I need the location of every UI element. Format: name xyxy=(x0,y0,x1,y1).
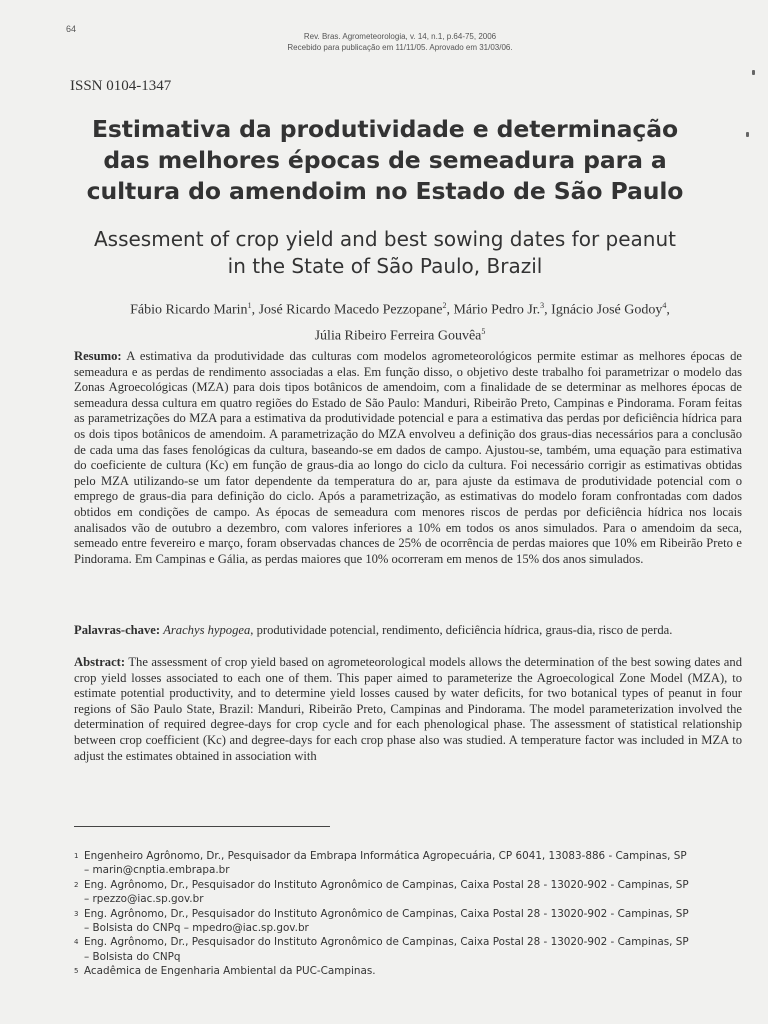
keywords-label: Palavras-chave: xyxy=(74,623,161,637)
footnote-text: Eng. Agrônomo, Dr., Pesquisador do Instituto Agronômico de Campinas, Caixa Postal 28 - 13020-902 - Campinas, SP xyxy=(84,878,689,891)
journal-header xyxy=(250,31,550,53)
keywords-paragraph xyxy=(74,623,742,639)
author-separator: , xyxy=(446,302,454,318)
title-english xyxy=(40,226,730,280)
footnote-number: 3 xyxy=(74,909,79,918)
footnote-text: – rpezzo@iac.sp.gov.br xyxy=(84,893,204,906)
title-portuguese xyxy=(40,114,730,207)
footnote-text: Eng. Agrônomo, Dr., Pesquisador do Instituto Agronômico de Campinas, Caixa Postal 28 - 13020-902 - Campinas, SP xyxy=(84,936,689,949)
author-separator: , xyxy=(251,302,259,318)
abstract-label: Abstract: xyxy=(74,655,126,669)
resumo-paragraph xyxy=(74,349,742,567)
title-line: cultura do amendoim no Estado de São Paulo xyxy=(86,177,684,205)
abstract-paragraph xyxy=(74,655,742,764)
resumo-label: Resumo: xyxy=(74,349,122,363)
footnote-line xyxy=(74,863,754,877)
footnote-text: – Bolsista do CNPq xyxy=(84,950,181,963)
abstract-text: The assessment of crop yield based on agrometeorological models allows the determination of the best sowing dates and crop yield losses associated to each one of them. This paper aimed to parameterize the Agroecological Zone Model (MZA), to estimate potential productivity, and to determine yield losses caused by water deficits, for two botanical types of peanut in four regions of São Paulo State, Brazil: Manduri, Ribeirão Preto, Campinas and Pindorama. The model parameterization involved the determination of required degree-days for crop cycle and for each phenological phase. The assessment of statistical relationship between crop coefficient (Kc) and degree-days for each crop phase also was studied. A temperature factor was included in MZA to adjust the estimates obtained in association with xyxy=(74,655,742,763)
footnote-text: Eng. Agrônomo, Dr., Pesquisador do Instituto Agronômico de Campinas, Caixa Postal 28 - 13020-902 - Campinas, SP xyxy=(84,907,689,920)
footnote-line xyxy=(74,935,754,949)
title-line: in the State of São Paulo, Brazil xyxy=(227,254,543,278)
footnote-text: – marin@cnptia.embrapa.br xyxy=(84,864,230,877)
author-affiliation-mark: 4 xyxy=(662,301,667,310)
footnote-text: Engenheiro Agrônomo, Dr., Pesquisador da Embrapa Informática Agropecuária, CP 6041, 13083-886 - Campinas, SP xyxy=(84,850,687,862)
author-affiliation-mark: 1 xyxy=(247,301,252,310)
keywords-text: , produtividade potencial, rendimento, deficiência hídrica, graus-dia, risco de perda. xyxy=(250,623,673,637)
footnote-number: 4 xyxy=(74,938,79,947)
author-line xyxy=(60,295,740,321)
author-name: Mário Pedro Jr. xyxy=(453,302,541,318)
issn: ISSN 0104-1347 xyxy=(70,78,172,94)
footnote-number: 5 xyxy=(74,967,79,976)
footnote-number: 2 xyxy=(74,880,79,889)
journal-citation: Rev. Bras. Agrometeorologia, v. 14, n.1, p.64-75, 2006 xyxy=(303,32,497,41)
resumo-text: A estimativa da produtividade das culturas com modelos agrometeorológicos permite estimar as melhores épocas de semeadura e as perdas de rendimento associadas a elas. Em função disso, o objetivo deste trabalho foi parametrizar o modelo das Zonas Agroecológicas (MZA) para dois tipos botânicos de amendoim, com a finalidade de se determinar as melhores épocas de semeadura dessa cultura em quatro regiões do Estado de São Paulo: Manduri, Ribeirão Preto, Campinas e Pindorama. Foram feitas as parametrizações do MZA para a estimativa da produtividade potencial e para a estimativa das perdas por deficiência hídrica para os dois tipos botânicos de amendoim. A parametrização do MZA envolveu a definição dos graus-dias necessários para a conclusão de cada uma das fases fenológicas da cultura, baseando-se em dados de campo. Ajustou-se, também, uma equação para estimativa do coeficiente de cultura (Kc) em função de graus-dia ao longo do ciclo da cultura. Foi necessário corrigir as estimativas obtidas pelo MZA utilizando-se um fator dependente da temperatura do ar, para ajuste da estimava de produtividade potencial com o emprego de graus-dia para definição do ciclo. Após a parametrização, as estimativas do modelo foram confrontadas com dados obtidos em condições de campo. As épocas de semeadura com menores riscos de perdas por deficiência hídrica nos locais analisados vão de outubro a dezembro, com valores inferiores a 10% em todos os anos simulados. Para o amendoim da seca, semeado entre fevereiro e março, foram observadas chances de 25% de ocorrência de perdas maiores que 10% em Ribeirão Preto e Pindorama. Em Campinas e Gália, as perdas maiores que 10% ocorreram em menos de 15% dos anos simulados. xyxy=(74,349,742,566)
keywords-species: Arachys hypogea xyxy=(163,623,251,637)
footnote-line xyxy=(74,878,754,892)
author-name: Fábio Ricardo Marin xyxy=(130,302,248,318)
author-separator: , xyxy=(544,302,552,318)
author-name: José Ricardo Macedo Pezzopane xyxy=(258,302,443,318)
author-affiliation-mark: 3 xyxy=(540,301,545,310)
footnotes xyxy=(74,849,754,979)
author-name: Júlia Ribeiro Ferreira Gouvêa xyxy=(314,328,482,344)
scan-speck xyxy=(752,70,755,75)
footnote-line xyxy=(74,950,754,964)
title-line: Assesment of crop yield and best sowing dates for peanut xyxy=(93,227,676,251)
footnote-line xyxy=(74,849,754,863)
author-list xyxy=(60,295,740,346)
title-line: Estimativa da produtividade e determinação xyxy=(91,115,679,143)
title-line: das melhores épocas de semeadura para a xyxy=(103,146,667,174)
footnote-line xyxy=(74,921,754,935)
footnote-line xyxy=(74,964,754,978)
footnote-number: 1 xyxy=(74,852,79,860)
footnote-line xyxy=(74,892,754,906)
footnote-line xyxy=(74,907,754,921)
author-name: Ignácio José Godoy xyxy=(551,302,663,318)
received-dates: Recebido para publicação em 11/11/05. Aprovado em 31/03/06. xyxy=(287,43,513,52)
author-separator: , xyxy=(666,302,670,318)
scan-speck xyxy=(746,132,749,137)
footnote-text: – Bolsista do CNPq – mpedro@iac.sp.gov.br xyxy=(84,922,309,935)
author-affiliation-mark: 5 xyxy=(481,326,486,336)
page-number: 64 xyxy=(66,24,77,34)
author-affiliation-mark: 2 xyxy=(442,301,447,310)
author-line xyxy=(60,321,740,347)
footnote-text: Acadêmica de Engenharia Ambiental da PUC-Campinas. xyxy=(84,965,376,978)
footnote-divider xyxy=(74,826,330,827)
